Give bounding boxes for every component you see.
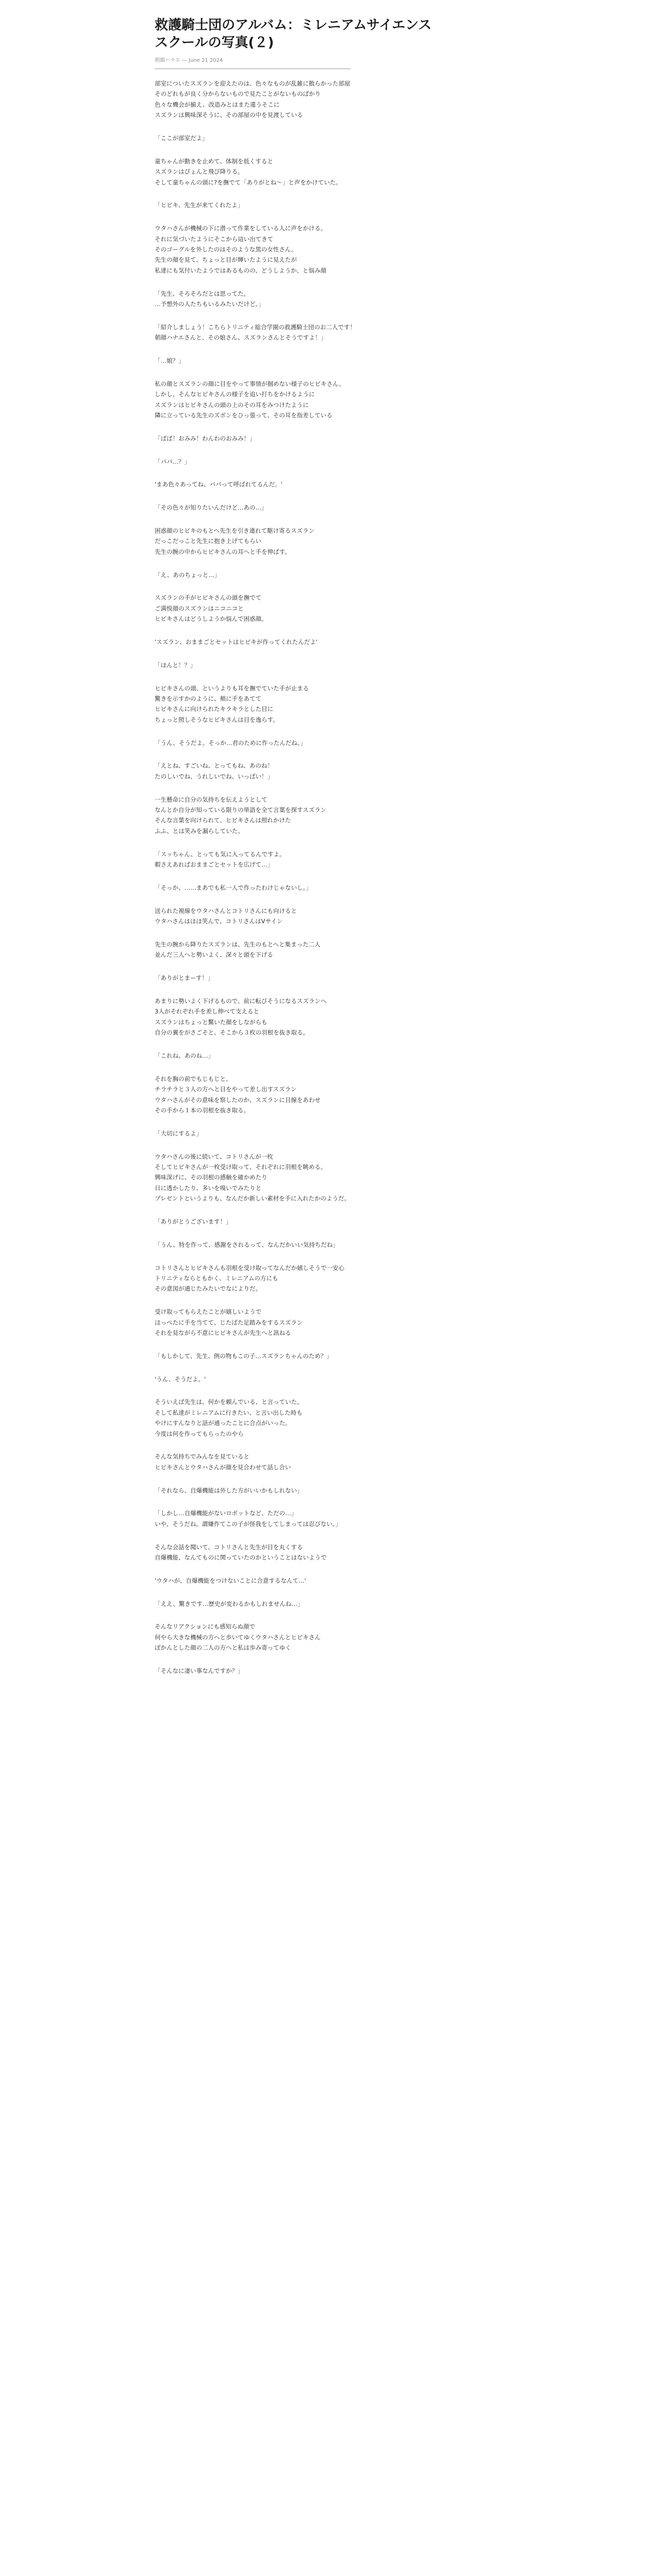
text-line: 何やら大きな機械の方へと歩いてゆくウタハさんとヒビキさん [155, 1633, 321, 1641]
paragraph [155, 200, 505, 210]
paragraph [155, 1074, 505, 1116]
paragraph [155, 683, 505, 725]
text-line: やけにすんなりと話が通ったことに合点がいった。 [155, 1419, 291, 1427]
paragraph [155, 479, 505, 489]
text-line: 「先生、そろそろだとは思ってた。 [155, 290, 250, 297]
text-line: それを見ながら不意にヒビキさんが先生へと訊ねる [155, 1329, 291, 1336]
paragraph [155, 1621, 505, 1653]
paragraph [155, 1263, 505, 1294]
text-line: 先生の腕の中からヒビキさんの耳へと手を伸ばす。 [155, 548, 291, 555]
text-line: ウタハさんはほほ笑んで、コトリさんはVサイン [155, 918, 283, 925]
paragraph [155, 78, 505, 121]
text-line: 「大切にするよ」 [155, 1129, 202, 1137]
text-line: 「しかし…自爆機能がないロボットなど、ただの…」 [155, 1510, 297, 1517]
text-line: 日に透かしたり、多いを嗅いでみたりと [155, 1184, 261, 1192]
paragraph [155, 379, 505, 421]
paragraph [155, 1508, 505, 1529]
text-line: そして童ちゃんの頭に?を撫でて「ありがとね～」と声をかけていた。 [155, 178, 342, 186]
text-line: ちょっと照しそうなヒビキさんは目を逸らす。 [155, 716, 279, 723]
paragraph [155, 1575, 505, 1586]
text-line: ヒビキさんとウタハさんが顔を見合わせて話し合い [155, 1463, 291, 1471]
text-line: スズランはヒビキさんの頭の上のその耳をみつけたように [155, 401, 309, 409]
text-line: 3人がそれぞれ手を差し伸べて支えると [155, 1008, 259, 1015]
text-line: 「ヒビキ、先生が来てくれたよ」 [155, 201, 244, 209]
paragraph [155, 1307, 505, 1338]
text-line: 「うん、特を作って、感謝をされるって、なんだかいい気持ちだね」 [155, 1241, 339, 1248]
text-line: ウタハさんの後に続いて、コトリさんが一枚 [155, 1153, 273, 1160]
text-line: ヒビキさんの頭、というよりも耳を撫でていた手が止まる [155, 684, 309, 692]
text-line: コトリさんとヒビキさんも羽根を受け取ってなんだか嬉しそうで一安心 [155, 1264, 344, 1272]
paragraph [155, 1151, 505, 1204]
paragraph [155, 223, 505, 276]
text-line: ヒビキさんはどうしようか悩んで困惑顔。 [155, 615, 268, 623]
text-line: いや、そうだね。謂嫌作てこの子が怪我をしてしまっては忍びない。」 [155, 1520, 342, 1528]
text-line: そんな気持ちでみんなを見ていると [155, 1453, 250, 1461]
paragraph [155, 570, 505, 580]
paragraph [155, 1451, 505, 1472]
paragraph [155, 456, 505, 467]
text-line: 自分の翼をがさごそと、そこから３枚の羽根を抜き取る。 [155, 1029, 309, 1037]
article-body [155, 78, 505, 1676]
text-line: そしてヒビキさんが一枚受け取って、それぞれに羽根を眺める。 [155, 1163, 327, 1171]
text-line: 先生の腕から降りたスズランは、先生のもとへと集まった二人 [155, 940, 321, 948]
text-line: 'うん、そうだよ。' [155, 1375, 206, 1383]
text-line: 「ええ、驚きです…歴史が変わるかもしれませんね…」 [155, 1600, 304, 1607]
paragraph [155, 849, 505, 870]
text-line: 朝顔ハナエさんと、その娘さん、スズランさんとそうですよ！」 [155, 334, 327, 342]
text-line: それを胸の前でもじもじと、 [155, 1075, 232, 1082]
paragraph [155, 355, 505, 366]
paragraph [155, 1216, 505, 1227]
text-line: そして私達がミレニアムに行きたい、と言い出した時も [155, 1409, 303, 1416]
paragraph [155, 433, 505, 444]
text-line: その意図が通じたみたいでなによりだ。 [155, 1285, 261, 1293]
text-line: しかし、そんなヒビキさんの様子を追い打ちをかけるように [155, 391, 315, 398]
text-line: ご満悦顔のスズランはニコニコと [155, 604, 244, 612]
paragraph [155, 322, 505, 343]
article-title-line-2: スクールの写真(２) [155, 35, 274, 50]
text-line: そんな言葉を向けられて、ヒビキさんは照れかけた [155, 817, 291, 824]
text-line: …予想外の人たちもいるみたいだけど。」 [155, 300, 264, 308]
text-line: 驚きを示すかのように、頬に手をあてて [155, 695, 261, 703]
paragraph [155, 906, 505, 927]
text-line: 先生の顔を見て、ちょっと目が輝いたように見えたが [155, 256, 297, 264]
text-line: 並んだ三人へと勢いよく、深々と頭を下げる [155, 951, 273, 959]
text-line: 'スズラン、おままごとセットはヒビキが作ってくれたんだよ' [155, 638, 318, 646]
text-line: ウタハさんが機械の下に潜って作業をしている人に声をかける。 [155, 225, 327, 232]
text-line: トリニティならともかく、ミレニアムの方にも [155, 1274, 278, 1282]
text-line: 「これね、あのね…」 [155, 1052, 214, 1059]
paragraph [155, 973, 505, 983]
paragraph [155, 1485, 505, 1496]
text-line: 「紹介しましょう！こちらトリニティ総合学園の救護騎士団のお二人です！ [155, 323, 356, 331]
text-line: 受け取ってもらえたことが嬉しいようで [155, 1308, 261, 1316]
text-line: スズランの手がヒビキさんの頭を撫でて [155, 594, 261, 602]
text-line: 「ぱぱ！おみみ！わんわのおみみ！」 [155, 434, 256, 442]
text-line: チラチラと３人の方へと目をやって差し出すスズラン [155, 1086, 297, 1093]
text-line: そのゴーグルを外したのはそのような黒の女性さん。 [155, 246, 297, 253]
paragraph [155, 660, 505, 670]
text-line: 隣に立っている先生のズボンをひっ張って、その耳を指差している [155, 412, 333, 419]
paragraph [155, 592, 505, 624]
text-line: そんなリアクションにも感知らぬ顔で [155, 1623, 255, 1631]
text-line: 「そっか、……まあでも私一人で作ったわけじゃないし。」 [155, 884, 312, 891]
paragraph [155, 883, 505, 893]
text-line: それに気づいたようにそこから這い出てきて [155, 235, 273, 243]
paragraph [155, 1374, 505, 1384]
text-line: スズランはぴょんと飛び降りる。 [155, 168, 244, 176]
text-line: 「その色々が知りたいんだけど…あの…」 [155, 504, 268, 512]
paragraph [155, 794, 505, 837]
paragraph [155, 760, 505, 782]
text-line: 「えとね、すごいね、とってもね、あのね！ [155, 762, 273, 770]
paragraph [155, 1240, 505, 1250]
text-line: 色々な機会が揃え、改造みとはまた違うそこに [155, 100, 280, 108]
text-line: 「そんなに凄い事なんですか？」 [155, 1667, 244, 1674]
paragraph [155, 502, 505, 513]
paragraph [155, 1397, 505, 1439]
text-line: 「…娘？」 [155, 357, 185, 365]
text-line: あまりに勢いよく下げるもので、前に転びそうになるスズランへ [155, 997, 327, 1005]
text-line: 興味深げに、その羽根の感触を確かめたり [155, 1174, 268, 1181]
text-line: スズランはちょっと驚いた顔をしながらも [155, 1018, 268, 1026]
text-line: 困惑顔のヒビキのもとへ先生を引き連れて駆け寄るスズラン [155, 527, 315, 535]
paragraph [155, 939, 505, 960]
paragraph [155, 1666, 505, 1676]
text-line: 「スッちゃん、とっても気に入ってるんですよ。 [155, 850, 286, 858]
text-line: 「うん、そうだよ。そっか…君のために作ったんだね。」 [155, 739, 306, 747]
article [155, 16, 505, 1676]
text-line: たのしいでね、うれしいでね、いっぱい！」 [155, 772, 273, 780]
paragraph [155, 738, 505, 748]
text-line: 「パパ…？」 [155, 457, 190, 465]
text-line: その手から１本の羽根を抜き取る。 [155, 1106, 250, 1114]
paragraph [155, 1599, 505, 1609]
text-line: 暇さえあればおままごとセットを広げて…」 [155, 861, 273, 869]
text-line: ウタハさんがその意味を察したのか、スズランに目線をあわせ [155, 1096, 321, 1104]
text-line: ヒビキさんに向けられたキラキラとした目に [155, 705, 273, 713]
text-line: 「ここが部室だよ」 [155, 134, 208, 142]
paragraph [155, 289, 505, 310]
text-line: ふふ、とは笑みを漏らしていた。 [155, 827, 244, 835]
article-title [155, 16, 505, 52]
text-line: 'ウタハが、自爆機能をつけないことに合意するなんて…' [155, 1577, 306, 1584]
article-meta: 朝顔ハナエ — June 21 2024 [155, 58, 223, 63]
text-line: 'まあ色々あってね、パパって呼ばれてるんだ。' [155, 481, 283, 488]
text-line: 「もしかして、先生、例の物もこの子…スズランちゃんのため？」 [155, 1352, 333, 1360]
text-line: 一生懸命に自分の気持ちを伝えようとして [155, 795, 268, 803]
text-line: そんな会話を聞いて、コトリさんと先生が目を丸くする [155, 1543, 303, 1551]
text-line: 今度は何を作ってもらったのやら [155, 1430, 244, 1437]
text-line: 童ちゃんが動きを止めて、体制を低くすると [155, 157, 273, 165]
paragraph [155, 1542, 505, 1563]
text-line: 私の顔とスズランの顔に目をやって事情が掴めない様子のヒビキさん。 [155, 380, 345, 387]
text-line: だっこだっこと先生に抱き上げてもらい [155, 537, 261, 545]
text-line: プレゼントというよりも、なんだか新しい素材を手に入れたかのようだ。 [155, 1195, 351, 1202]
text-line: スズランは興味深そうに、その部屋の中を見渡している [155, 111, 303, 119]
text-line: 「ありがとまーす！」 [155, 974, 214, 982]
text-line: ほっぺたに手を当てて、じたばた足踏みをするスズラン [155, 1318, 303, 1326]
text-line: そういえば先生は、何かを頼んでいる、と言っていた。 [155, 1398, 303, 1406]
text-line: 部室についたスズランを迎えたのは、色々なものが乱雑に散らかった部屋 [155, 80, 351, 87]
paragraph [155, 996, 505, 1038]
text-line: なんとか自分が知っている限りの単語を全て言葉を探すスズラン [155, 806, 327, 814]
text-line: 自爆機能、なんてものに関っていたのかということはないようで [155, 1553, 327, 1561]
text-line: 私達にも気付いたようではあるものの、どうしようか、と悩み顔 [155, 266, 327, 274]
text-line: 「それなら、自爆機能は外した方がいいかもしれない」 [155, 1486, 303, 1494]
paragraph [155, 637, 505, 647]
text-line: そのどれもが良く分からないもので見たことがないものばかり [155, 90, 321, 98]
paragraph [155, 156, 505, 188]
paragraph [155, 133, 505, 143]
text-line: 「ほんと！？」 [155, 661, 196, 669]
text-line: 「え、あのちょっと…」 [155, 571, 221, 579]
article-title-line-1: 救護騎士団のアルバム：ミレニアムサイエンス [155, 18, 432, 33]
paragraph [155, 1128, 505, 1139]
text-line: ぽかんとした顔の二人の方へと私は歩み寄ってゆく [155, 1644, 291, 1652]
paragraph [155, 1351, 505, 1361]
paragraph [155, 1050, 505, 1061]
paragraph [155, 526, 505, 557]
text-line: 「ありがとうございます！」 [155, 1217, 232, 1225]
text-line: 送られた視線をウタハさんとコトリさんにも向けると [155, 907, 297, 914]
